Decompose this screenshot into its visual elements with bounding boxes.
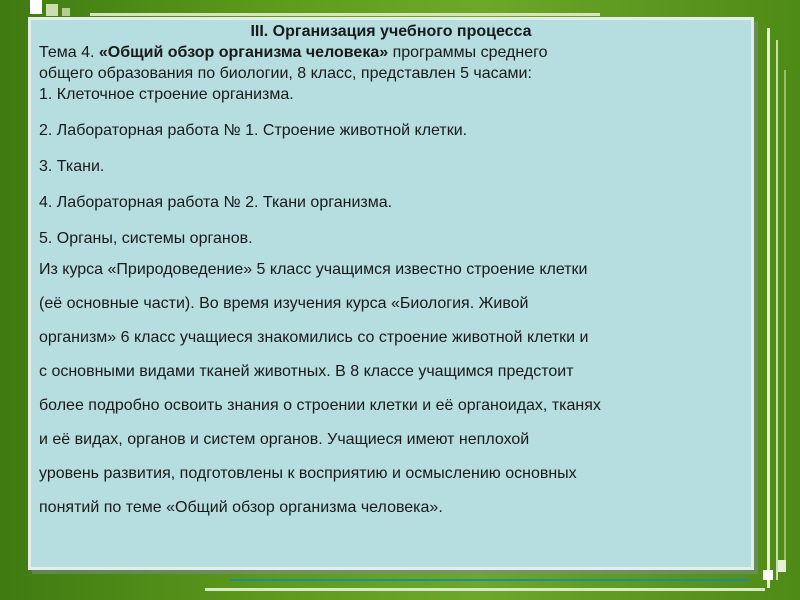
content-panel	[28, 17, 754, 570]
lesson-item: 4. Лабораторная работа № 2. Ткани организма.	[39, 194, 393, 211]
decorative-square	[46, 4, 58, 16]
lesson-item: 3. Ткани.	[39, 158, 105, 175]
topic-line2: общего образования по биологии, 8 класс, представлен 5 часами:	[39, 65, 532, 82]
decorative-square	[778, 560, 786, 572]
decorative-square	[763, 570, 773, 580]
decorative-square	[30, 0, 42, 14]
decorative-line	[90, 13, 600, 16]
paragraph-line: и её видах, органов и систем органов. Учащиеся имеют неплохой	[39, 431, 530, 448]
paragraph-line: уровень развития, подготовлены к восприятию и осмыслению основных	[39, 465, 577, 482]
paragraph-line: понятий по теме «Общий обзор организма человека».	[39, 499, 443, 516]
paragraph-line: организм» 6 класс учащиеся знакомились со строение животной клетки и	[39, 329, 589, 346]
decorative-line	[205, 588, 765, 591]
decorative-square	[62, 8, 70, 16]
lesson-item: 2. Лабораторная работа № 1. Строение животной клетки.	[39, 122, 468, 139]
topic-line1-rest: программы среднего	[388, 44, 548, 61]
paragraph-line: с основными видами тканей животных. В 8 классе учащимся предстоит	[39, 363, 574, 380]
topic-intro	[39, 42, 743, 84]
paragraph-line: более подробно освоить знания о строении клетки и её органоидах, тканях	[39, 397, 601, 414]
decorative-line	[230, 579, 750, 581]
paragraph-line: Из курса «Природоведение» 5 класс учащимся известно строение клетки	[39, 261, 588, 278]
course-paragraph	[39, 259, 743, 518]
decorative-line	[767, 28, 770, 588]
lesson-item: 1. Клеточное строение организма.	[39, 86, 294, 103]
topic-prefix: Тема 4.	[39, 44, 99, 61]
lesson-item: 5. Органы, системы органов.	[39, 230, 253, 247]
slide-heading: III. Организация учебного процесса	[250, 23, 532, 40]
decorative-line	[776, 40, 778, 580]
topic-title: «Общий обзор организма человека»	[98, 44, 389, 61]
paragraph-line: (её основные части). Во время изучения курса «Биология. Живой	[39, 295, 529, 312]
decorative-line	[784, 70, 786, 570]
